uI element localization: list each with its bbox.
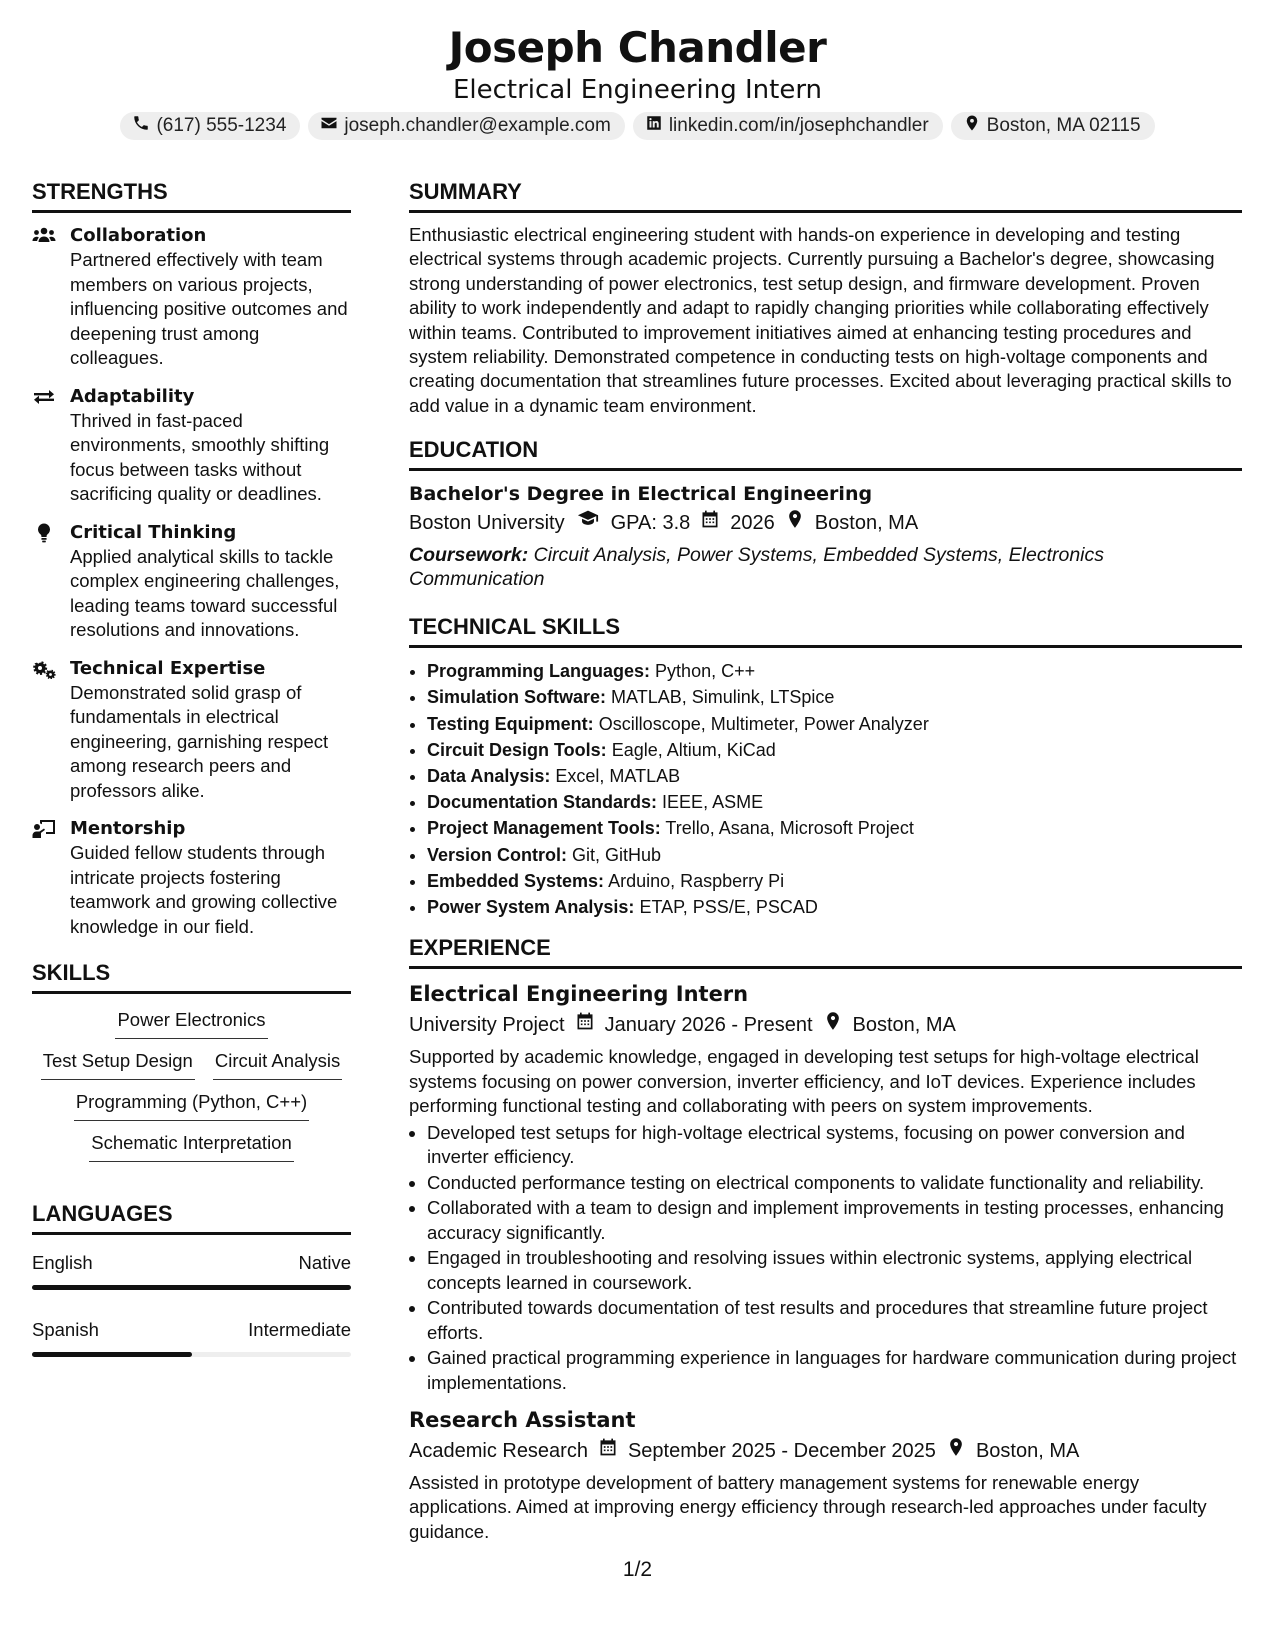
left-column bbox=[32, 178, 351, 1371]
graduation-year: 2026 bbox=[730, 512, 775, 535]
location-pin-icon bbox=[963, 114, 981, 138]
location-pin-icon bbox=[823, 1009, 843, 1041]
skills-tags bbox=[32, 1004, 351, 1172]
list-item bbox=[427, 815, 1242, 841]
strength-item bbox=[32, 384, 351, 507]
job-title: Research Assistant bbox=[409, 1408, 636, 1432]
location-pin-icon bbox=[946, 1435, 966, 1467]
list-item bbox=[427, 658, 1242, 684]
language-bar bbox=[32, 1352, 351, 1357]
contact-location-text: Boston, MA 02115 bbox=[986, 115, 1141, 136]
graduation-cap-icon bbox=[575, 507, 601, 539]
candidate-name: Joseph Chandler bbox=[448, 23, 827, 72]
contact-bar bbox=[0, 112, 1275, 140]
list-item bbox=[427, 842, 1242, 868]
envelope-icon bbox=[320, 114, 338, 138]
list-item bbox=[427, 894, 1242, 920]
list-item bbox=[427, 711, 1242, 737]
chalkboard-teacher-icon bbox=[32, 819, 56, 839]
skill-label: Testing Equipment: bbox=[427, 713, 594, 734]
skill-label: Version Control: bbox=[427, 844, 568, 865]
location-pin-icon bbox=[785, 507, 805, 539]
contact-phone-text: (617) 555-1234 bbox=[156, 115, 287, 136]
job-entry bbox=[409, 1405, 1242, 1544]
summary-text: Enthusiastic electrical engineering student with hands-on experience in developing and testing electrical systems through academic projects. Currently pursuing a Bachelor's degree, showcasing strong understanding of power electronics, test setup design, and firmware development. Proven ability to work independently and adapt to rapidly changing priorities while collaborating effectively within teams. Contributed to improvement initiatives aimed at enhancing testing procedures and system reliability. Demonstrated competence in conducting tests on high-voltage components and creating documentation that streamlines future processes. Excited about leveraging practical skills to add value in a dynamic team environment. bbox=[409, 224, 1232, 416]
skill-value: Excel, MATLAB bbox=[555, 766, 681, 787]
job-meta bbox=[409, 1435, 1242, 1467]
skill-value: MATLAB, Simulink, LTSpice bbox=[611, 687, 835, 708]
job-org: University Project bbox=[409, 1014, 565, 1037]
list-item bbox=[427, 763, 1242, 789]
list-item bbox=[427, 684, 1242, 710]
strength-desc: Guided fellow students through intricate projects fostering teamwork and growing collective knowledge in our field. bbox=[70, 842, 338, 937]
list-item: • Developed test setups for high-voltage electrical systems, focusing on power conversion and inverter efficiency. bbox=[427, 1121, 1242, 1170]
strength-item bbox=[32, 656, 351, 804]
list-item: • Gained practical programming experience in languages for hardware communication during project implementations. bbox=[427, 1346, 1242, 1395]
language-level: Native bbox=[298, 1252, 351, 1273]
job-org: Academic Research bbox=[409, 1440, 588, 1462]
skill-value: Arduino, Raspberry Pi bbox=[608, 870, 785, 891]
degree-title: Bachelor's Degree in Electrical Engineering bbox=[409, 483, 873, 506]
skill-label: Circuit Design Tools: bbox=[427, 739, 607, 760]
skill-label: Programming Languages: bbox=[427, 661, 651, 682]
calendar-icon bbox=[700, 507, 720, 539]
education-meta bbox=[409, 507, 1242, 539]
skill-tag: Programming (Python, C++) bbox=[74, 1090, 309, 1121]
list-item bbox=[427, 868, 1242, 894]
list-item bbox=[427, 737, 1242, 763]
job-dates: September 2025 - December 2025 bbox=[627, 1440, 936, 1462]
job-bullets bbox=[409, 1121, 1242, 1396]
experience-heading: EXPERIENCE bbox=[409, 934, 1242, 969]
education-location: Boston, MA bbox=[814, 512, 919, 535]
strength-desc: Partnered effectively with team members on various projects, influencing positive outcomes and deepening trust among colleagues. bbox=[70, 249, 348, 368]
contact-linkedin[interactable] bbox=[633, 112, 943, 140]
technical-skills-heading: TECHNICAL SKILLS bbox=[409, 613, 1242, 648]
skill-value: Python, C++ bbox=[655, 661, 756, 682]
resume-header bbox=[0, 22, 1275, 106]
skill-label: Project Management Tools: bbox=[427, 818, 661, 839]
coursework-label: Coursework: bbox=[409, 544, 529, 567]
language-item bbox=[32, 1304, 351, 1357]
skill-label: Documentation Standards: bbox=[427, 792, 658, 813]
phone-icon bbox=[132, 114, 150, 138]
candidate-role: Electrical Engineering Intern bbox=[452, 75, 823, 105]
page-number: 1/2 bbox=[622, 1558, 653, 1581]
exchange-arrows-icon bbox=[32, 387, 56, 407]
skill-value: Eagle, Altium, KiCad bbox=[611, 739, 776, 760]
list-item bbox=[427, 789, 1242, 815]
job-summary: Assisted in prototype development of battery management systems for renewable energy applications. Aimed at improving energy efficiency through research-led approaches under faculty guidance. bbox=[409, 1472, 1207, 1542]
skill-tag: Circuit Analysis bbox=[213, 1049, 342, 1080]
strength-title: Technical Expertise bbox=[70, 657, 266, 679]
language-name: Spanish bbox=[32, 1319, 99, 1340]
lightbulb-icon bbox=[32, 523, 56, 543]
users-icon bbox=[32, 226, 56, 246]
summary-heading: SUMMARY bbox=[409, 178, 1242, 213]
contact-location bbox=[951, 112, 1155, 140]
skill-label: Embedded Systems: bbox=[427, 870, 605, 891]
strength-desc: Thrived in fast-paced environments, smoothly shifting focus between tasks without sacrificing quality or deadlines. bbox=[70, 409, 330, 504]
job-meta bbox=[409, 1009, 1242, 1041]
job-summary: Supported by academic knowledge, engaged in developing test setups for high-voltage electrical systems focusing on power conversion, inverter efficiency, and IoT devices. Experience includes performing functional testing and collaborating with peers on system improvements. bbox=[409, 1046, 1199, 1117]
contact-email-text: joseph.chandler@example.com bbox=[344, 115, 611, 136]
strength-desc: Applied analytical skills to tackle complex engineering challenges, leading teams toward successful resolutions and innovations. bbox=[70, 545, 340, 640]
calendar-icon bbox=[575, 1009, 595, 1041]
strength-desc: Demonstrated solid grasp of fundamentals in electrical engineering, garnishing respect among research peers and professors alike. bbox=[70, 681, 329, 801]
strength-item bbox=[32, 223, 351, 371]
language-level: Intermediate bbox=[248, 1319, 351, 1340]
language-bar-fill bbox=[32, 1285, 351, 1290]
technical-skills-list bbox=[409, 658, 1242, 920]
list-item: • Contributed towards documentation of test results and procedures that streamline future project efforts. bbox=[427, 1296, 1242, 1345]
list-item: • Collaborated with a team to design and implement improvements in testing processes, enhancing accuracy significantly. bbox=[427, 1196, 1242, 1245]
contact-phone[interactable] bbox=[120, 112, 300, 140]
skills-heading: SKILLS bbox=[32, 959, 351, 994]
language-name: English bbox=[32, 1252, 93, 1273]
list-item: • Conducted performance testing on electrical components to validate functionality and reliability. bbox=[427, 1171, 1242, 1196]
coursework bbox=[409, 543, 1242, 591]
strengths-heading: STRENGTHS bbox=[32, 178, 351, 213]
right-column bbox=[409, 178, 1242, 1544]
language-item bbox=[32, 1245, 351, 1290]
calendar-icon bbox=[598, 1435, 618, 1467]
languages-heading: LANGUAGES bbox=[32, 1200, 351, 1235]
job-entry bbox=[409, 979, 1242, 1395]
skill-tag: Schematic Interpretation bbox=[89, 1131, 294, 1162]
skill-label: Simulation Software: bbox=[427, 687, 607, 708]
skill-value: Oscilloscope, Multimeter, Power Analyzer bbox=[598, 713, 929, 734]
school-name: Boston University bbox=[409, 512, 565, 535]
strength-title: Critical Thinking bbox=[70, 521, 237, 543]
linkedin-icon bbox=[645, 114, 663, 138]
skill-value: IEEE, ASME bbox=[662, 792, 764, 813]
job-title: Electrical Engineering Intern bbox=[409, 982, 749, 1007]
list-item: • Engaged in troubleshooting and resolving issues within electronic systems, applying electrical concepts learned in coursework. bbox=[427, 1246, 1242, 1295]
education-heading: EDUCATION bbox=[409, 436, 1242, 471]
strength-title: Adaptability bbox=[70, 385, 195, 407]
coursework-list: Circuit Analysis, Power Systems, Embedded Systems, Electronics Communication bbox=[409, 544, 1105, 591]
gpa: GPA: 3.8 bbox=[610, 512, 691, 535]
contact-linkedin-text: linkedin.com/in/josephchandler bbox=[668, 115, 929, 136]
language-bar bbox=[32, 1285, 351, 1290]
language-bar-fill bbox=[32, 1352, 192, 1357]
strength-title: Mentorship bbox=[70, 818, 186, 839]
job-dates: January 2026 - Present bbox=[604, 1014, 813, 1037]
skill-label: Data Analysis: bbox=[427, 766, 551, 787]
gears-icon bbox=[32, 659, 56, 679]
skill-value: ETAP, PSS/E, PSCAD bbox=[639, 897, 818, 918]
contact-email[interactable] bbox=[308, 112, 624, 140]
strength-item bbox=[32, 520, 351, 643]
skill-tag: Power Electronics bbox=[115, 1008, 267, 1039]
skill-label: Power System Analysis: bbox=[427, 897, 635, 918]
skill-value: Git, GitHub bbox=[572, 844, 662, 865]
strength-item bbox=[32, 816, 351, 939]
skill-value: Trello, Asana, Microsoft Project bbox=[665, 818, 914, 839]
job-location: Boston, MA bbox=[975, 1440, 1080, 1462]
skill-tag: Test Setup Design bbox=[41, 1049, 195, 1080]
strength-title: Collaboration bbox=[70, 225, 207, 246]
job-location: Boston, MA bbox=[852, 1014, 956, 1037]
